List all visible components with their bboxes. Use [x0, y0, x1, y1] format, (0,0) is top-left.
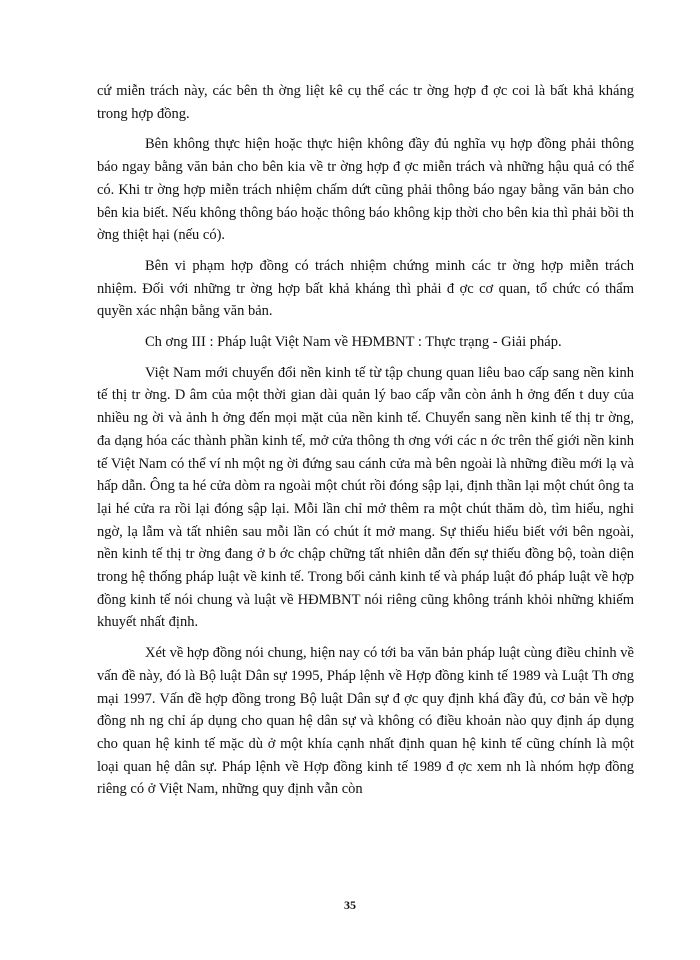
chapter-heading: Ch ơng III : Pháp luật Việt Nam về HĐMBNT : Thực trạng - Giải pháp.: [145, 334, 562, 351]
paragraph-burden-of-proof: Bên vi phạm hợp đồng có trách nhiệm chứng minh các tr ờng hợp miễn trách nhiệm. Đối với những tr ờng hợp bất khả kháng thì phải đ ợc cơ quan, tổ chức có thẩm quyền xác nhận bằng văn bản.: [97, 257, 634, 320]
paragraph-notification: Bên không thực hiện hoặc thực hiện không đầy đủ nghĩa vụ hợp đồng phải thông báo ngay bằng văn bản cho bên kia về tr ờng hợp đ ợc miễn trách và những hậu quả có thể có. Khi tr ờng hợp miễn trách nhiệm chấm dứt cũng phải thông báo ngay bằng văn bản cho bên kia biết. Nếu không thông báo hoặc thông báo không kịp thời cho bên kia thì phải bồi th ờng thiệt hại (nếu có).: [97, 136, 634, 244]
page-number: 35: [344, 898, 356, 912]
paragraph-continuation: cứ miễn trách này, các bên th ờng liệt kê cụ thể các tr ờng hợp đ ợc coi là bất khả kháng trong hợp đồng.: [97, 83, 634, 122]
body-text: [97, 80, 634, 809]
paragraph-contract-law: Xét về hợp đồng nói chung, hiện nay có tới ba văn bản pháp luật cùng điều chỉnh về vấn đề này, đó là Bộ luật Dân sự 1995, Pháp lệnh về Hợp đồng kinh tế 1989 và Luật Th ơng mại 1997. Vấn đề hợp đồng trong Bộ luật Dân sự đ ợc quy định khá đầy đủ, cơ bản về hợp đồng nh ng chỉ áp dụng cho quan hệ dân sự và không có điều khoản nào quy định áp dụng cho quan hệ kinh tế mặc dù ở một khía cạnh nhất định quan hệ kinh tế cũng chính là một loại quan hệ dân sự. Pháp lệnh về Hợp đồng kinh tế 1989 đ ợc xem nh là nhóm hợp đồng riêng có ở Việt Nam, những quy định vẫn còn: [97, 645, 634, 798]
paragraph-economy: Việt Nam mới chuyển đổi nền kinh tế từ tập chung quan liêu bao cấp sang nền kinh tế thị tr ờng. D âm của một thời gian dài quản lý bao cấp vẫn còn ảnh h ởng đến t duy của nhiều ng ời và ảnh h ởng đến mọi mặt của nền kinh tế. Chuyển sang nền kinh tế thị tr ờng, đa dạng hóa các thành phần kinh tế, mở cửa thông th ơng với các n ớc trên thế giới nền kinh tế Việt Nam có thể ví nh một ng ời đứng sau cánh cửa mà bên ngoài là những điều mới lạ và hấp dẫn. Ông ta hé cửa dòm ra ngoài một chút rồi đóng sập lại, định thần lại một chút ông ta lại hé cửa ra rồi lại đóng sập lại. Mỗi lần chỉ mở thêm ra một chút thăm dò, tìm hiểu, nghi ngờ, lạ lẫm và tất nhiên sau mỗi lần có chút ít mở mang. Sự thiếu hiểu biết với bên ngoài, nền kinh tế thị tr ờng đang ở b ớc chập chững tất nhiên dẫn đến sự thiếu đồng bộ, toàn diện trong hệ thống pháp luật về kinh tế. Trong bối cảnh kinh tế và pháp luật đó pháp luật về hợp đồng kinh tế nói chung và luật về HĐMBNT nói riêng cũng không tránh khỏi những khiếm khuyết nhất định.: [97, 364, 634, 631]
